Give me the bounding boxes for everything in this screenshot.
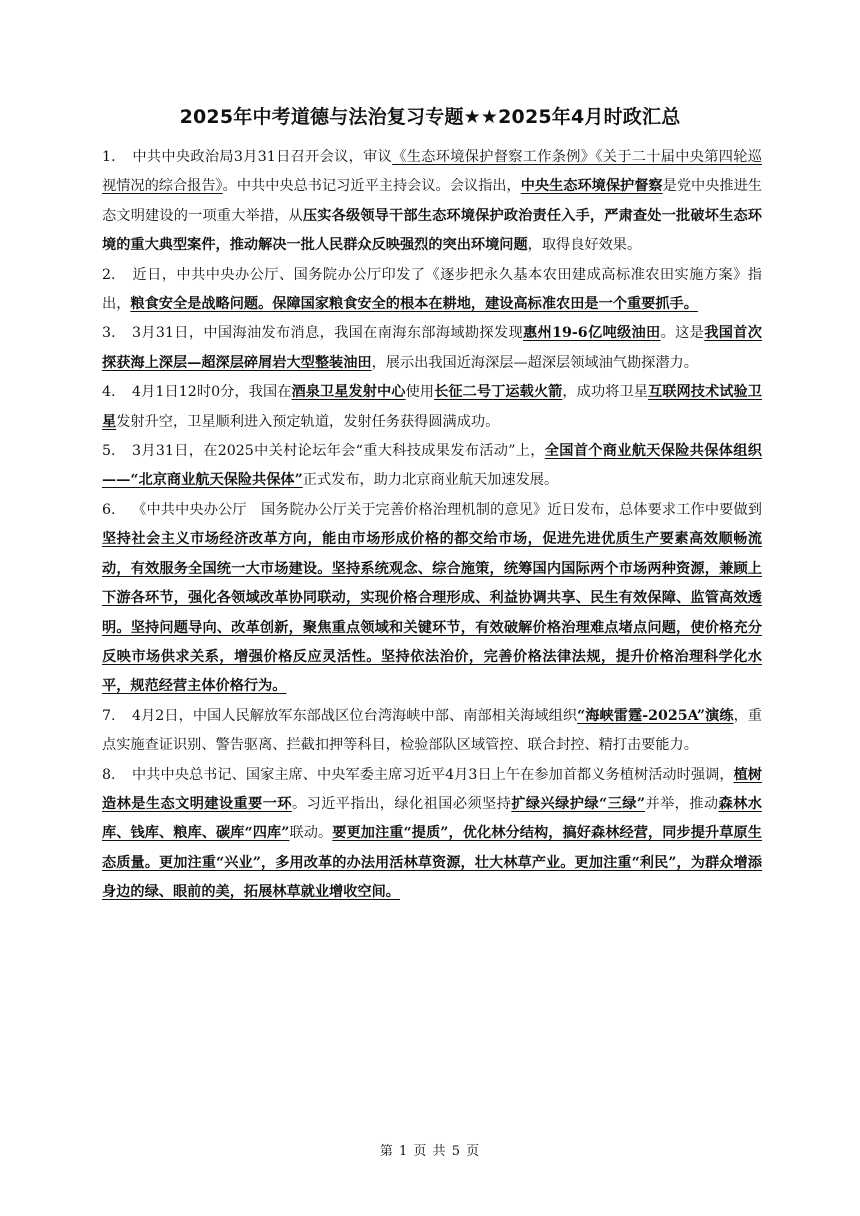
highlighted-text: 《生态环境保护督察工作条例》《关于二十届中央第四轮巡视情况的综合报告》 xyxy=(102,149,762,195)
page-footer: 第 1 页 共 5 页 xyxy=(379,1144,481,1159)
page-title: 2025年中考道德与法治复习专题★★2025年4月时政汇总 xyxy=(179,106,681,128)
item-number: 6. xyxy=(102,501,116,518)
item-text: 4月2日，中国人民解放军东部战区位台湾海峡中部、南部相关海域组织 xyxy=(132,707,578,724)
news-item xyxy=(102,761,762,908)
item-text: 3月31日，在2025中关村论坛年会“重大科技成果发布活动”上， xyxy=(132,443,545,460)
item-text: 发射升空，卫星顺利进入预定轨道，发射任务获得圆满成功。 xyxy=(116,413,500,430)
highlighted-text: 酒泉卫星发射中心 xyxy=(291,384,406,401)
news-item xyxy=(102,261,762,320)
highlighted-text: 全国首个商业航天保险共保体组织——“北京商业航天保险共保体” xyxy=(102,443,762,489)
highlighted-text: 压实各级领导干部生态环境保护政治责任入手，严肃查处一批破坏生态环境的重大典型案件，推动解决一批人民群众反映强烈的突出环境问题 xyxy=(102,207,762,254)
item-number: 5. xyxy=(102,443,116,460)
news-item xyxy=(102,437,762,496)
news-item xyxy=(102,319,762,378)
item-text: 使用 xyxy=(405,384,435,401)
highlighted-text: 粮食安全是战略问题。保障国家粮食安全的根本在耕地，建设高标准农田是一个重要抓手。 xyxy=(130,296,698,313)
item-text: 中共中央总书记、国家主席、中央军委主席习近平4月3日上午在参加首都义务植树活动时强调， xyxy=(132,766,734,783)
item-text: 近日，中共中央办公厅、国务院办公厅印发了《逐步把永久基本农田建成高标准农田实施方案》指出， xyxy=(102,266,762,313)
item-text: ，取得良好效果。 xyxy=(527,237,642,254)
item-text: 是党中央推进生态文明建设的一项重大举措，从 xyxy=(102,178,762,224)
highlighted-text: 我国首次探获海上深层—超深层碎屑岩大型整装油田 xyxy=(102,325,762,371)
highlighted-text: 扩绿兴绿护绿“三绿” xyxy=(511,795,646,812)
item-text: 《中共中央办公厅 国务院办公厅关于完善价格治理机制的意见》近日发布，总体要求工作中要做到 xyxy=(132,501,762,518)
item-text: 4月1日12时0分，我国在 xyxy=(132,384,292,401)
highlighted-text: 互联网技术试验卫星 xyxy=(102,384,762,430)
highlighted-text: 要更加注重“提质”，优化林分结构，搞好森林经营，同步提升草原生态质量。更加注重“兴业”，多用改革的办法用活林草资源，壮大林草产业。更加注重“利民”，为群众增添身边的绿、眼前的美，拓展林草就业增收空间。 xyxy=(102,825,762,901)
news-item xyxy=(102,496,762,702)
item-text: 。这是 xyxy=(660,325,705,342)
item-text: 并举，推动 xyxy=(645,795,719,812)
highlighted-text: 森林水库、钱库、粮库、碳库“四库” xyxy=(102,795,762,842)
item-number: 3. xyxy=(102,325,116,342)
item-number: 2. xyxy=(102,266,116,283)
news-item xyxy=(102,143,762,261)
item-number: 8. xyxy=(102,766,116,783)
highlighted-text: “海峡雷霆-2025A”演练 xyxy=(577,707,734,724)
news-item xyxy=(102,702,762,761)
highlighted-text: 坚持社会主义市场经济改革方向，能由市场形成价格的都交给市场，促进先进优质生产要素高效顺畅流动，有效服务全国统一大市场建设。坚持系统观念、综合施策，统筹国内国际两个市场两种资源，兼顾上下游各环节，强化各领域改革协同联动，实现价格合理形成、利益协调共享、民生有效保障、监管高效透明。坚持问题导向、改革创新，聚焦重点领域和关键环节，有效破解价格治理难点堵点问题，使价格充分反映市场供求关系，增强价格反应灵活性。坚持依法治价，完善价格法律法规，提升价格治理科学化水平，规范经营主体价格行为。 xyxy=(102,531,762,695)
news-item xyxy=(102,378,762,437)
item-text: ，重点实施查证识别、警告驱离、拦截扣押等科目，检验部队区域管控、联合封控、精打击要能力。 xyxy=(102,707,762,754)
item-text: 3月31日，中国海油发布消息，我国在南海东部海域勘探发现 xyxy=(132,325,524,342)
highlighted-text: 长征二号丁运载火箭 xyxy=(434,384,563,401)
item-text: 联动。 xyxy=(289,825,333,842)
item-text: ，展示出我国近海深层—超深层领域油气勘探潜力。 xyxy=(371,354,698,371)
document-body xyxy=(102,143,762,908)
highlighted-text: 惠州19-6亿吨级油田 xyxy=(523,325,661,342)
item-text: 正式发布，助力北京商业航天加速发展。 xyxy=(302,472,559,489)
item-number: 1. xyxy=(102,149,116,165)
item-text: 。中共中央总书记习近平主持会议。会议指出， xyxy=(222,178,521,195)
item-number: 7. xyxy=(102,707,116,724)
item-text: ，成功将卫星 xyxy=(562,384,648,401)
item-text: 。习近平指出，绿化祖国必须坚持 xyxy=(292,795,512,812)
highlighted-text: 中央生态环境保护督察 xyxy=(520,178,663,195)
highlighted-text: 植树造林是生态文明建设重要一环 xyxy=(102,766,762,812)
item-number: 4. xyxy=(102,384,116,401)
item-text: 中共中央政治局3月31日召开会议，审议 xyxy=(132,149,393,165)
